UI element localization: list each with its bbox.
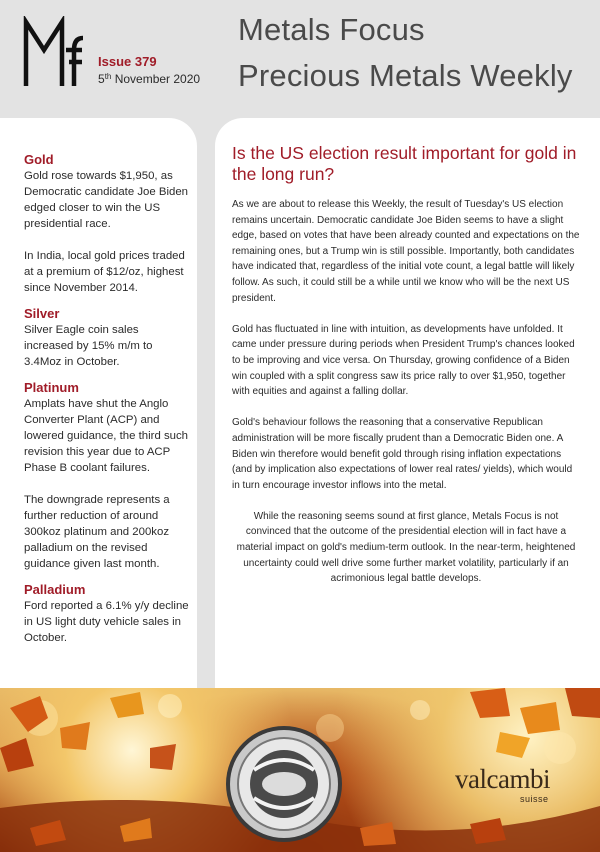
- publication-subtitle: Precious Metals Weekly: [238, 58, 573, 93]
- sponsor-banner: [0, 688, 600, 852]
- publication-title: Metals Focus: [238, 12, 425, 47]
- article-body: [232, 197, 580, 602]
- gold-text-1: Gold rose towards $1,950, as Democratic candidate Joe Biden edged closer to win the US presidential race.: [24, 170, 188, 230]
- gold-text-2: In India, local gold prices traded at a premium of $12/oz, highest since November 2014.: [24, 250, 185, 294]
- article-paragraph-1: As we are about to release this Weekly, the result of Tuesday's US election remains uncertain. Democratic candidate Joe Biden seems to have a slight edge, based on votes that have been already counted and expectations on the remaining ones, but a Trump win is still possible. Importantly, both candidates have indicated that, regardless of the initial vote count, a legal battle will likely follow. As such, it could still be a while until we know who will be the next US president.: [232, 199, 580, 304]
- silver-heading: Silver: [24, 306, 60, 321]
- issue-number: Issue 379: [98, 54, 157, 69]
- header: [0, 0, 600, 118]
- platinum-text-1: Amplats have shut the Anglo Converter Plant (ACP) and lowered guidance, the third such revision this year due to ACP Phase B coolant failures.: [24, 398, 189, 474]
- valcambi-suisse: suisse: [520, 794, 549, 804]
- metals-focus-logo: [22, 16, 86, 88]
- article-paragraph-3: Gold's behaviour follows the reasoning that a conservative Republican administration will be more fiscally prudent than a Democratic Biden one. A Biden win therefore would benefit gold through rising inflation expectations (and by implication also expectations of lower real rates/ yields), which would in turn encourage investor inflows into the metal.: [232, 417, 573, 491]
- platinum-heading: Platinum: [24, 380, 79, 395]
- article-paragraph-4: While the reasoning seems sound at first glance, Metals Focus is not convinced that the outcome of the presidential election will in fact have a material impact on gold's medium-term outlook. In the near-term, heightened uncertainty could well drive some further market volatility, particularly if an acrimonious legal battle develops.: [236, 510, 576, 585]
- gold-heading: Gold: [24, 152, 54, 167]
- issue-date: 5th November 2020: [98, 72, 201, 86]
- valcambi-logo: valcambi: [455, 764, 550, 794]
- palladium-heading: Palladium: [24, 582, 86, 597]
- silver-text-1: Silver Eagle coin sales increased by 15% m/m to 3.4Moz in October.: [24, 324, 153, 368]
- market-summary-sidebar: [24, 152, 189, 646]
- platinum-text-2: The downgrade represents a further reduction of around 300koz platinum and 200koz palladium on the revised guidance given last month.: [24, 494, 170, 570]
- article-paragraph-2: Gold has fluctuated in line with intuition, as developments have unfolded. It came under pressure during periods when President Trump's chances looked to be improving and vice versa. On Thursday, growing confidence of a Biden win coupled with a split congress saw its price rally to over $1,950, together with equities and against a falling dollar.: [232, 323, 575, 398]
- palladium-text-1: Ford reported a 6.1% y/y decline in US light duty vehicle sales in October.: [24, 600, 189, 644]
- article-title: Is the US election result important for gold in the long run?: [232, 143, 577, 184]
